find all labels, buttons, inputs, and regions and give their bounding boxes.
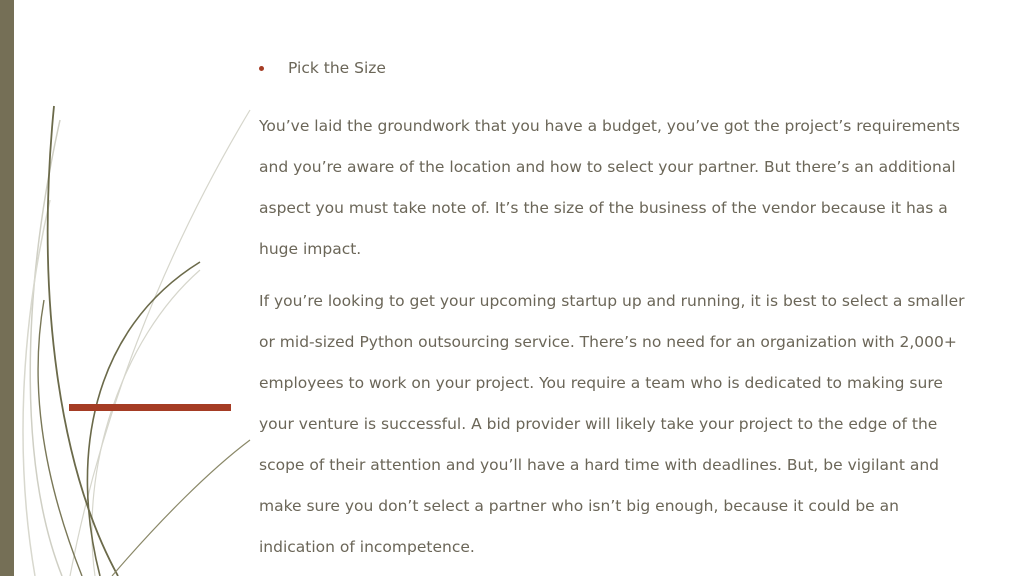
decorative-curve-dark-3 xyxy=(38,300,82,576)
decorative-curves xyxy=(0,0,260,576)
paragraph-2: If you’re looking to get your upcoming startup up and running, it is best to select a smaller or mid-sized Python outsourcing service. There’s no need for an organization with 2,000+ employees to work on your project. You require a team who is dedicated to making sure your venture is successful. A bid provider will likely take your project to the edge of the scope of their attention and you’ll have a hard time with deadlines. But, be vigilant and make sure you don’t select a partner who isn’t big enough, because it could be an indication of incompetence. xyxy=(259,292,965,556)
bullet-dot-icon xyxy=(259,66,264,71)
decorative-curve-dark-2 xyxy=(87,262,200,576)
decorative-curve-light-4 xyxy=(92,270,200,576)
slide-content xyxy=(259,52,979,579)
decorative-curve-light-1 xyxy=(30,120,62,576)
paragraph-1: You’ve laid the groundwork that you have a budget, you’ve got the project’s requirements and you’re aware of the location and how to select your partner. But there’s an additional aspect you must take note of. It’s the size of the business of the vendor because it has a huge impact. xyxy=(259,117,960,258)
bullet-item xyxy=(259,52,979,84)
decorative-curve-dark-4 xyxy=(112,440,250,576)
bullet-label: Pick the Size xyxy=(288,59,386,77)
accent-bar xyxy=(69,404,231,411)
decorative-curve-light-3 xyxy=(70,110,250,576)
